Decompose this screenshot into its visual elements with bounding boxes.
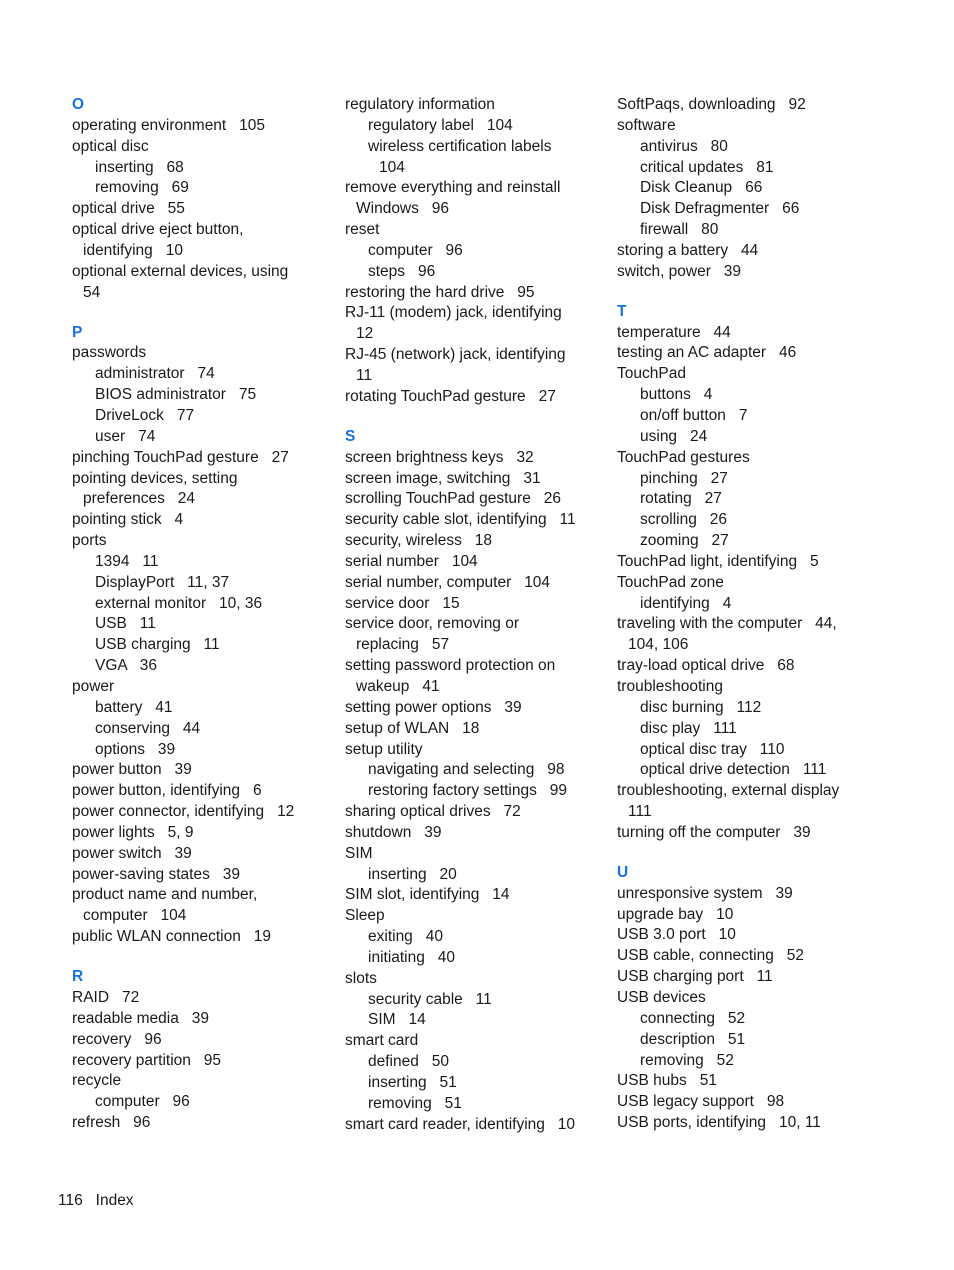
index-entry: USB cable, connecting 52 <box>617 947 804 965</box>
index-subentry: DisplayPort 11, 37 <box>95 573 230 591</box>
index-entry: unresponsive system 39 <box>617 884 793 902</box>
index-subentry: computer 96 <box>368 241 463 259</box>
index-subentry: identifying 4 <box>640 594 732 612</box>
index-subentry: wireless certification labels <box>368 137 552 155</box>
index-entry: readable media 39 <box>72 1009 210 1027</box>
index-entry: reset <box>345 221 380 239</box>
index-subentry: restoring factory settings 99 <box>368 782 568 800</box>
page-footer <box>58 1191 134 1211</box>
index-subentry: defined 50 <box>368 1053 450 1071</box>
index-entry: product name and number, <box>72 886 258 904</box>
index-entry: SoftPaqs, downloading 92 <box>617 96 806 113</box>
index-subentry: buttons 4 <box>640 386 713 404</box>
index-column-1 <box>72 95 322 1134</box>
index-entry: scrolling TouchPad gesture 26 <box>345 490 561 508</box>
index-subentry: external monitor 10, 36 <box>95 594 263 612</box>
index-entry: RJ-45 (network) jack, identifying <box>345 346 566 364</box>
index-column-2 <box>345 95 600 1136</box>
index-entry-continuation: 12 <box>356 325 374 343</box>
index-column-3 <box>617 95 862 1134</box>
index-entry: software <box>617 116 676 134</box>
index-entry: power <box>72 677 115 695</box>
index-entry: ports <box>72 532 107 550</box>
index-subentry: description 51 <box>640 1030 746 1048</box>
index-entry-continuation: identifying 10 <box>83 241 183 259</box>
index-entry-continuation: replacing 57 <box>356 636 450 654</box>
index-entry: refresh 96 <box>72 1114 151 1132</box>
index-entry: slots <box>345 969 377 987</box>
section-gap <box>345 408 600 427</box>
index-entry-continuation: computer 104 <box>83 907 187 925</box>
index-subentry: user 74 <box>95 427 156 445</box>
index-entry: troubleshooting <box>617 677 723 695</box>
index-subentry: using 24 <box>640 427 708 445</box>
index-entry: setup of WLAN 18 <box>345 719 480 737</box>
index-entry: testing an AC adapter 46 <box>617 344 797 362</box>
index-subentry: disc burning 112 <box>640 698 762 716</box>
index-entry: power connector, identifying 12 <box>72 803 295 821</box>
index-subentry: exiting 40 <box>368 928 443 946</box>
index-entry-continuation: Windows 96 <box>356 200 450 218</box>
index-subentry: inserting 51 <box>368 1074 457 1091</box>
index-entry: USB devices <box>617 988 706 1006</box>
index-entry: optical disc <box>72 137 149 155</box>
index-letter-heading: R <box>72 968 84 986</box>
index-entry: setting power options 39 <box>345 698 522 716</box>
index-entry: pointing devices, setting <box>72 469 238 487</box>
index-entry: traveling with the computer 44, <box>617 615 837 633</box>
index-entry: remove everything and reinstall <box>345 179 561 197</box>
index-entry: storing a battery 44 <box>617 241 759 259</box>
index-subentry: inserting 20 <box>368 865 457 883</box>
index-entry: screen brightness keys 32 <box>345 448 534 466</box>
index-entry-continuation: preferences 24 <box>83 490 196 508</box>
index-entry-continuation: 54 <box>83 283 101 301</box>
index-entry-continuation: wakeup 41 <box>356 677 440 695</box>
index-entry: upgrade bay 10 <box>617 905 734 923</box>
index-subentry: Disk Cleanup 66 <box>640 179 763 197</box>
index-letter-heading: T <box>617 302 627 320</box>
index-subentry: disc play 111 <box>640 719 737 737</box>
index-entry: operating environment 105 <box>72 116 266 134</box>
index-entry: screen image, switching 31 <box>345 469 541 487</box>
index-entry: shutdown 39 <box>345 823 442 841</box>
index-subentry-continuation: 104 <box>379 158 405 176</box>
index-letter-heading: P <box>72 323 83 341</box>
index-entry: USB hubs 51 <box>617 1072 717 1090</box>
index-entry: passwords <box>72 344 147 362</box>
index-entry: service door, removing or <box>345 615 520 633</box>
index-subentry: computer 96 <box>95 1093 190 1111</box>
index-entry: regulatory information <box>345 96 495 113</box>
index-subentry: battery 41 <box>95 698 173 716</box>
index-entry: security, wireless 18 <box>345 532 493 550</box>
index-entry: rotating TouchPad gesture 27 <box>345 387 556 405</box>
index-subentry: connecting 52 <box>640 1009 746 1027</box>
index-subentry: DriveLock 77 <box>95 407 195 424</box>
index-entry: Sleep <box>345 907 385 925</box>
index-entry: service door 15 <box>345 594 460 612</box>
index-entry: RAID 72 <box>72 988 140 1006</box>
index-subentry: optical drive detection 111 <box>640 761 827 779</box>
index-subentry: 1394 11 <box>95 552 159 570</box>
index-subentry: USB charging 11 <box>95 636 220 654</box>
index-subentry: removing 52 <box>640 1051 734 1069</box>
section-title: Index <box>95 1192 134 1209</box>
index-subentry: VGA 36 <box>95 657 158 675</box>
index-entry: recycle <box>72 1072 122 1090</box>
index-subentry: regulatory label 104 <box>368 116 513 134</box>
index-entry-continuation: 111 <box>628 803 652 821</box>
index-subentry: options 39 <box>95 740 176 758</box>
index-entry: USB 3.0 port 10 <box>617 926 736 944</box>
index-entry: pinching TouchPad gesture 27 <box>72 448 289 466</box>
section-gap <box>617 283 862 302</box>
index-subentry: optical disc tray 110 <box>640 740 785 758</box>
index-entry: optional external devices, using <box>72 262 289 280</box>
index-entry: SIM slot, identifying 14 <box>345 886 510 904</box>
index-entry: public WLAN connection 19 <box>72 928 272 946</box>
index-entry: USB legacy support 98 <box>617 1093 785 1111</box>
index-entry: sharing optical drives 72 <box>345 803 521 821</box>
index-entry: power lights 5, 9 <box>72 823 194 841</box>
index-subentry: on/off button 7 <box>640 407 748 424</box>
index-subentry: critical updates 81 <box>640 158 774 176</box>
index-entry-continuation: 104, 106 <box>628 636 689 654</box>
index-entry: USB charging port 11 <box>617 968 773 986</box>
index-entry: pointing stick 4 <box>72 511 184 529</box>
index-subentry: zooming 27 <box>640 532 729 550</box>
index-entry: SIM <box>345 844 373 862</box>
index-subentry: SIM 14 <box>368 1011 426 1029</box>
index-entry: optical drive eject button, <box>72 221 244 239</box>
index-letter-heading: S <box>345 427 356 445</box>
index-entry: serial number 104 <box>345 552 478 570</box>
index-entry: setting password protection on <box>345 657 556 675</box>
index-entry: power button 39 <box>72 761 192 779</box>
index-subentry: steps 96 <box>368 262 436 280</box>
index-entry: tray-load optical drive 68 <box>617 657 795 675</box>
index-letter-heading: U <box>617 863 629 881</box>
index-entry: setup utility <box>345 740 423 758</box>
index-subentry: security cable 11 <box>368 990 492 1008</box>
index-subentry: removing 69 <box>95 179 189 197</box>
section-gap <box>72 303 322 322</box>
index-entry-continuation: 11 <box>356 366 373 384</box>
index-subentry: antivirus 80 <box>640 137 728 155</box>
index-entry: troubleshooting, external display <box>617 782 840 800</box>
page-number: 116 <box>58 1192 83 1209</box>
index-entry: switch, power 39 <box>617 262 742 280</box>
index-entry: serial number, computer 104 <box>345 573 551 591</box>
index-entry: power switch 39 <box>72 844 192 862</box>
index-entry: security cable slot, identifying 11 <box>345 511 576 529</box>
index-entry: TouchPad light, identifying 5 <box>617 552 819 570</box>
index-subentry: removing 51 <box>368 1094 462 1112</box>
section-gap <box>72 948 322 967</box>
index-letter-heading: O <box>72 96 85 113</box>
index-entry: recovery partition 95 <box>72 1051 222 1069</box>
index-entry: turning off the computer 39 <box>617 823 811 841</box>
index-entry: power button, identifying 6 <box>72 782 262 800</box>
index-subentry: USB 11 <box>95 615 156 633</box>
index-entry: USB ports, identifying 10, 11 <box>617 1114 821 1132</box>
index-subentry: pinching 27 <box>640 469 728 487</box>
index-subentry: initiating 40 <box>368 948 456 966</box>
section-gap <box>617 844 862 863</box>
index-entry: restoring the hard drive 95 <box>345 283 535 301</box>
index-entry: RJ-11 (modem) jack, identifying <box>345 304 562 322</box>
index-subentry: inserting 68 <box>95 158 184 176</box>
index-entry: TouchPad zone <box>617 573 724 591</box>
index-entry: temperature 44 <box>617 323 731 341</box>
index-subentry: firewall 80 <box>640 221 719 239</box>
index-subentry: BIOS administrator 75 <box>95 386 257 404</box>
index-entry: optical drive 55 <box>72 200 185 218</box>
index-subentry: navigating and selecting 98 <box>368 761 565 779</box>
index-entry: TouchPad <box>617 365 686 383</box>
index-subentry: Disk Defragmenter 66 <box>640 200 800 218</box>
index-entry: smart card reader, identifying 10 <box>345 1115 576 1133</box>
index-subentry: rotating 27 <box>640 490 722 508</box>
index-entry: recovery 96 <box>72 1030 162 1048</box>
index-subentry: conserving 44 <box>95 719 201 737</box>
index-entry: power-saving states 39 <box>72 865 241 883</box>
index-subentry: administrator 74 <box>95 365 215 383</box>
index-entry: TouchPad gestures <box>617 448 750 466</box>
index-entry: smart card <box>345 1032 419 1050</box>
index-subentry: scrolling 26 <box>640 511 728 529</box>
